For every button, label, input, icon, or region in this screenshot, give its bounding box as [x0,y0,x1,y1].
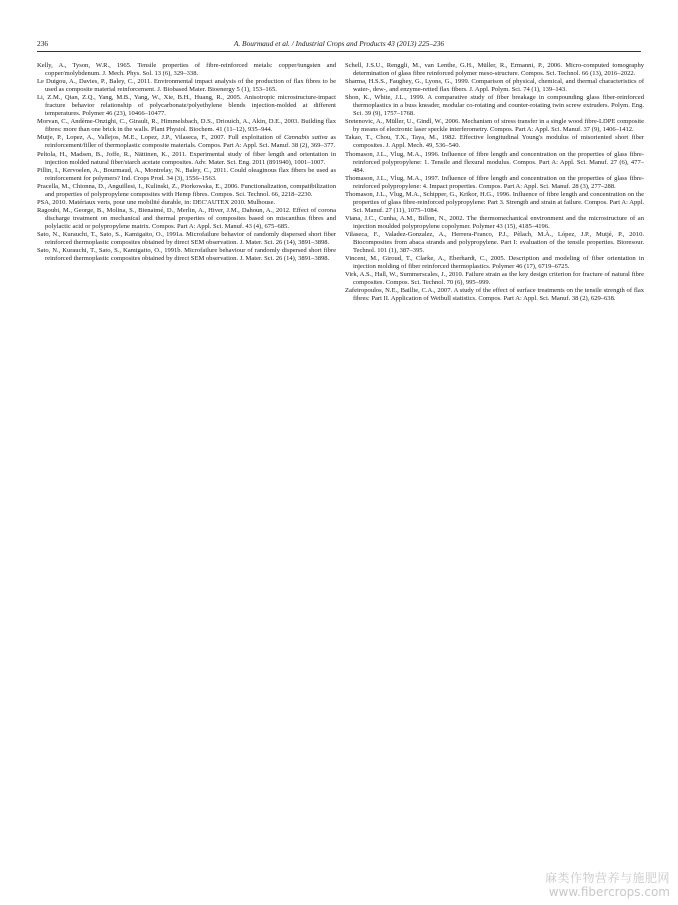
page-number: 236 [37,39,49,48]
reference-item: Sato, N., Kurauchi, T., Sato, S., Kamigaito, O., 1991b. Microfailure behaviour of randomly dispersed short fibre reinforced thermoplastic composites obtained by direct SEM observation. J. Mater. Sci. 26 (14), 3891–3898. [37,247,336,263]
reference-item: Le Duigou, A., Davies, P., Baley, C., 2011. Environmental impact analysis of the production of flax fibres to be used as composite material reinforcement. J. Biobased Mater. Bioenergy 5 (1), 153–165. [37,78,336,94]
reference-item: Peltola, H., Madsen, B., Joffe, R., Nättinen, K., 2011. Experimental study of fiber length and orientation in injection molded natural fiber/starch acetate composites. Adv. Mater. Sci. Eng. 2011 (891940), 1001–1007. [37,150,336,166]
header-rule [37,51,641,52]
reference-item: Thomason, J.L., Vlug, M.A., Schipper, G., Krikor, H.G., 1996. Influence of fibre length and concentration on the properties of glass fibre-reinforced polypropylene: Part 3. Strength and strain at failure. Compos. Part A: Appl. Sci. Manuf. 27 (11), 1075–1084. [345,190,644,214]
reference-item: Shon, K., White, J.L., 1999. A comparative study of fiber breakage in compounding glass fiber-reinforced thermoplastics in a buss kneader, modular co-rotating and counter-rotating twin screw extruders. Polym. Eng. Sci. 39 (9), 1757–1768. [345,94,644,118]
reference-item: Viana, J.C., Cunha, A.M., Billon, N., 2002. The thermomechanical environment and the microstructure of an injection moulded polypropylene copolymer. Polymer 43 (15), 4185–4196. [345,214,644,230]
reference-item: Vilaseca, F., Valadez-Gonzalez, A., Herrera-Franco, P.J., Pèlach, M.À., López, J.P., Mutjé, P., 2010. Biocomposites from abaca strands and polypropylene. Part I: evaluation of the tensile properties. Bioresour. Technol. 101 (1), 387–395. [345,230,644,255]
references-column-left [37,62,336,263]
running-header [37,37,641,51]
site-watermark [545,871,670,899]
reference-item: Kelly, A., Tyson, W.R., 1965. Tensile properties of fibre-reinforced metals: copper/tungsten and copper/molybdenum. J. Mech. Phys. Sol. 13 (6), 329–338. [37,62,336,78]
reference-item: Thomason, J.L., Vlug, M.A., 1997. Influence of fibre length and concentration on the properties of glass fibre-reinforced polypropylene: 4. Impact properties. Compos. Part A: Appl. Sci. Manuf. 28 (3), 277–288. [345,174,644,190]
journal-citation: A. Bourmaud et al. / Industrial Crops and Products 43 (2013) 225–236 [233,39,445,48]
reference-item: Takao, T., Chou, T.X., Taya, M., 1982. Effective longitudinal Young's modulus of misoriented short fiber composites. J. Appl. Mech. 49, 536–540. [345,134,644,150]
reference-item: Virk, A.S., Hall, W., Summerscales, J., 2010. Failure strain as the key design criterion for fracture of natural fibre composites. Compos. Sci. Technol. 70 (6), 995–999. [345,271,644,287]
reference-item: Sharma, H.S.S., Faughey, G., Lyons, G., 1999. Comparison of physical, chemical, and thermal characteristics of water-, dew-, and enzyme-retted flax fibers. J. Appl. Polym. Sci. 74 (1), 139–143. [345,78,644,94]
reference-item: Li, Z.M., Qian, Z.Q., Yang, M.B., Yang, W., Xie, B.H., Huang, R., 2005. Anisotropic microstructure-impact fracture behavior relationship of polycarbonate/polyethylene blends injection-molded at different temperatures. Polymer 46 (23), 10466–10477. [37,94,336,118]
reference-item: Mutje, P., Lopez, A., Vallejos, M.E., Lopez, J.P., Vilaseca, F., 2007. Full exploitation of Cannabis sativa as reinforcement/filler of thermoplastic composite materials. Compos. Part A: Appl. Sci. Manuf. 38 (2), 369–377. [37,134,336,150]
reference-item: Pracella, M., Chionna, D., Anguillesi, I., Kulinski, Z., Piorkowska, E., 2006. Functionalization, compatibilization and properties of polypropylene composites with Hemp fibres. Compos. Sci. Technol. 66, 2218–2230. [37,182,336,198]
species-name: Cannabis sativa [284,134,328,142]
reference-item: Sretenovic, A., Müller, U., Gindl, W., 2006. Mechanism of stress transfer in a single wood fibre-LDPE composite by means of electronic laser speckle interferometry. Compos. Part A: Appl. Sci. Manuf. 37 (9), 1406–1412. [345,118,644,134]
references-column-right [345,62,644,303]
reference-item: Thomason, J.L., Vlug, M.A., 1996. Influence of fibre length and concentration on the properties of glass fibre-reinforced polypropylene: 1. Tensile and flexural modulus. Compos. Part A: Appl. Sci. Manuf. 27 (6), 477–484. [345,150,644,174]
reference-item: Morvan, C., Andème-Onzighi, C., Girault, R., Himmelsbach, D.S., Driouich, A., Akin, D.E., 2003. Building flax fibres: more than one brick in the walls. Plant Physiol. Biochem. 41 (11–12), 935–944. [37,118,336,134]
reference-item: Pillin, I., Kervoelen, A., Bourmaud, A., Montrelay, N., Baley, C., 2011. Could oleaginous flax fibers be used as reinforcement for polymers? Ind. Crops Prod. 34 (3), 1556–1563. [37,166,336,182]
watermark-url: www.fibercrops.com [548,885,670,899]
reference-item: Vincent, M., Giroud, T., Clarke, A., Eberhardt, C., 2005. Description and modeling of fiber orientation in injection molding of fiber reinforced thermoplastics. Polymer 46 (17), 6719–6725. [345,255,644,271]
watermark-site-name: 麻类作物营养与施肥网 [544,871,670,885]
reference-item: Zafeiropoulos, N.E., Baillie, C.A., 2007. A study of the effect of surface treatments on the tensile strength of flax fibres: Part II. Application of Weibull statistics. Compos. Part A: Appl. Sci. Manuf. 38 (2), 629–638. [345,287,644,303]
reference-item: Ragoubi, M., George, B., Molina, S., Bienaimé, D., Merlin, A., Hiver, J.M., Dahoun, A., 2012. Effect of corona discharge treatment on mechanical and thermal properties of composites based on miscanthus fibres and polylactic acid or polypropylene matrix. Compos. Part A: Appl. Sci. Manuf. 43 (4), 675–685. [37,206,336,230]
reference-item: Sato, N., Kurauchi, T., Sato, S., Kamigaito, O., 1991a. Microfailure behavior of randomly dispersed short fiber reinforced thermoplastic composites obtained by direct SEM observation. J. Mater. Sci. 26 (14), 3891–3898. [37,230,336,247]
reference-item: PSA, 2010. Matériaux verts, pour une mobilité durable, in: DEC'AUTEX 2010. Mulhouse. [37,198,276,206]
reference-item: Schell, J.S.U., Renggli, M., van Lenthe, G.H., Müller, R., Ermanni, P., 2006. Micro-computed tomography determination of glass fibre reinforced polymer meso-structure. Compos. Sci. Technol. 66 (13), 2016–2022. [345,62,644,78]
